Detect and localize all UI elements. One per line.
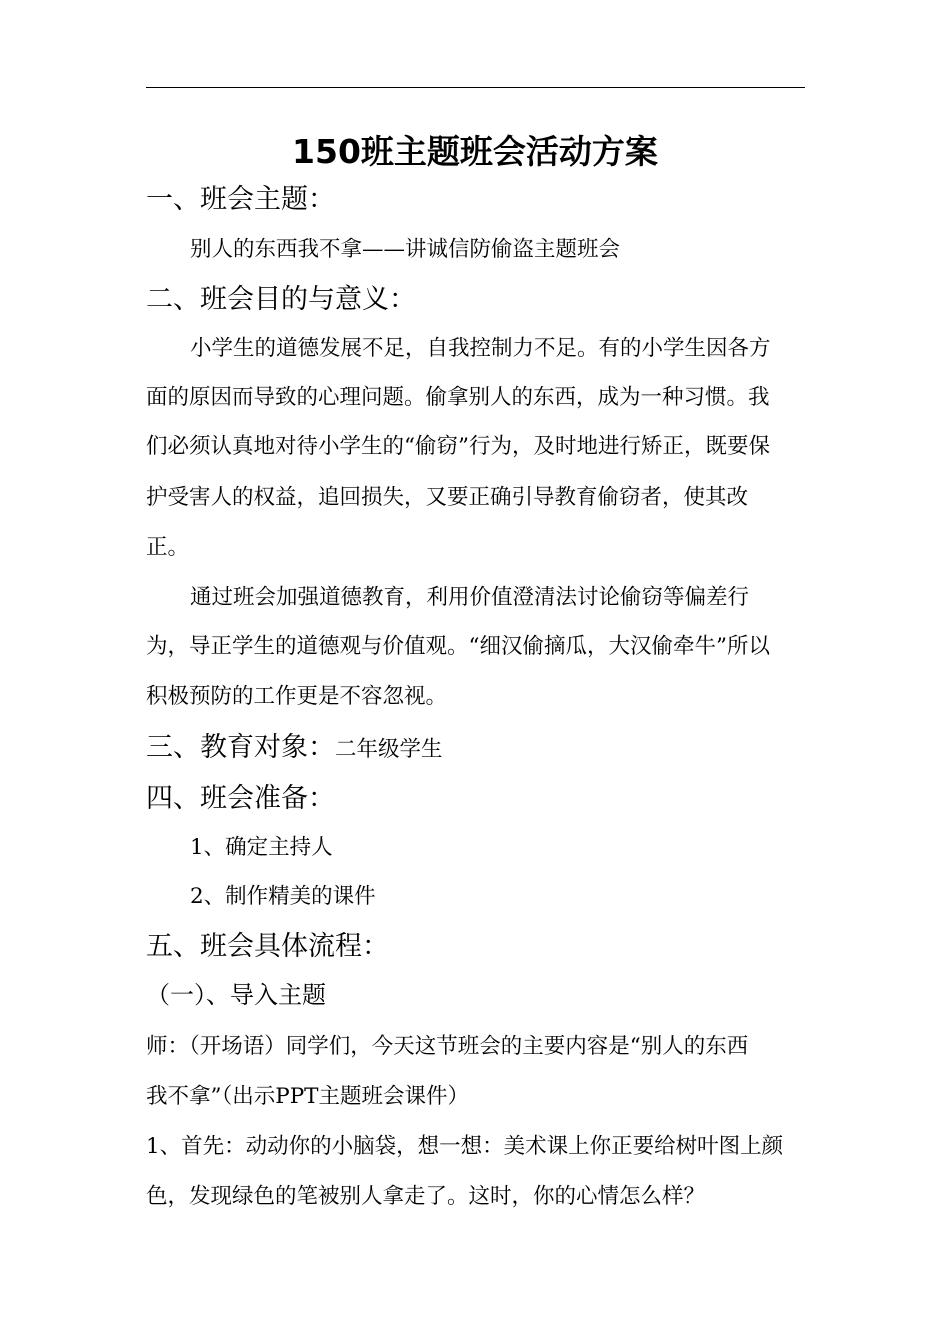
section5-teacher-line2: 我不拿”（出示PPT主题班会课件） [146,1084,470,1109]
header-rule [146,87,805,88]
section5-sub1: （一）、导入主题 [146,981,326,1009]
section5-q1-line1: 1、首先：动动你的小脑袋，想一想：美术课上你正要给树叶图上颜 [146,1134,784,1159]
section5-heading: 五、班会具体流程： [146,931,389,962]
section4-item-1: 1、确定主持人 [190,835,333,860]
section1-heading: 一、班会主题： [146,184,335,215]
section2-p1-line2: 面的原因而导致的心理问题。偷拿别人的东西，成为一种习惯。我 [146,385,770,410]
section5-teacher-line1: 师：（开场语）同学们，今天这节班会的主要内容是“别人的东西 [146,1034,749,1059]
section3-value: 二年级学生 [335,737,443,762]
section2-p2-line3: 积极预防的工作更是不容忽视。 [146,684,448,709]
section3-heading: 三、教育对象： [146,732,335,763]
section4-item-2: 2、制作精美的课件 [190,884,376,909]
section4-heading: 四、班会准备： [146,783,335,814]
document-title: 150班主题班会活动方案 [292,132,658,171]
section2-p1-line1: 小学生的道德发展不足，自我控制力不足。有的小学生因各方 [190,336,771,361]
section2-p1-line5: 正。 [146,535,190,560]
section3-row [146,734,443,761]
section2-heading: 二、班会目的与意义： [146,284,416,315]
section2-p2-line2: 为，导正学生的道德观与价值观。“细汉偷摘瓜，大汉偷牵牛”所以 [146,634,770,659]
section2-p1-line3: 们必须认真地对待小学生的“偷窃”行为，及时地进行矫正，既要保 [146,434,770,459]
section1-theme: 别人的东西我不拿——讲诚信防偷盗主题班会 [190,237,621,262]
section5-q1-line2: 色，发现绿色的笔被别人拿走了。这时，你的心情怎么样？ [146,1184,706,1209]
section2-p2-line1: 通过班会加强道德教育，利用价值澄清法讨论偷窃等偏差行 [190,585,750,610]
section2-p1-line4: 护受害人的权益，追回损失，又要正确引导教育偷窃者，使其改 [146,485,749,510]
